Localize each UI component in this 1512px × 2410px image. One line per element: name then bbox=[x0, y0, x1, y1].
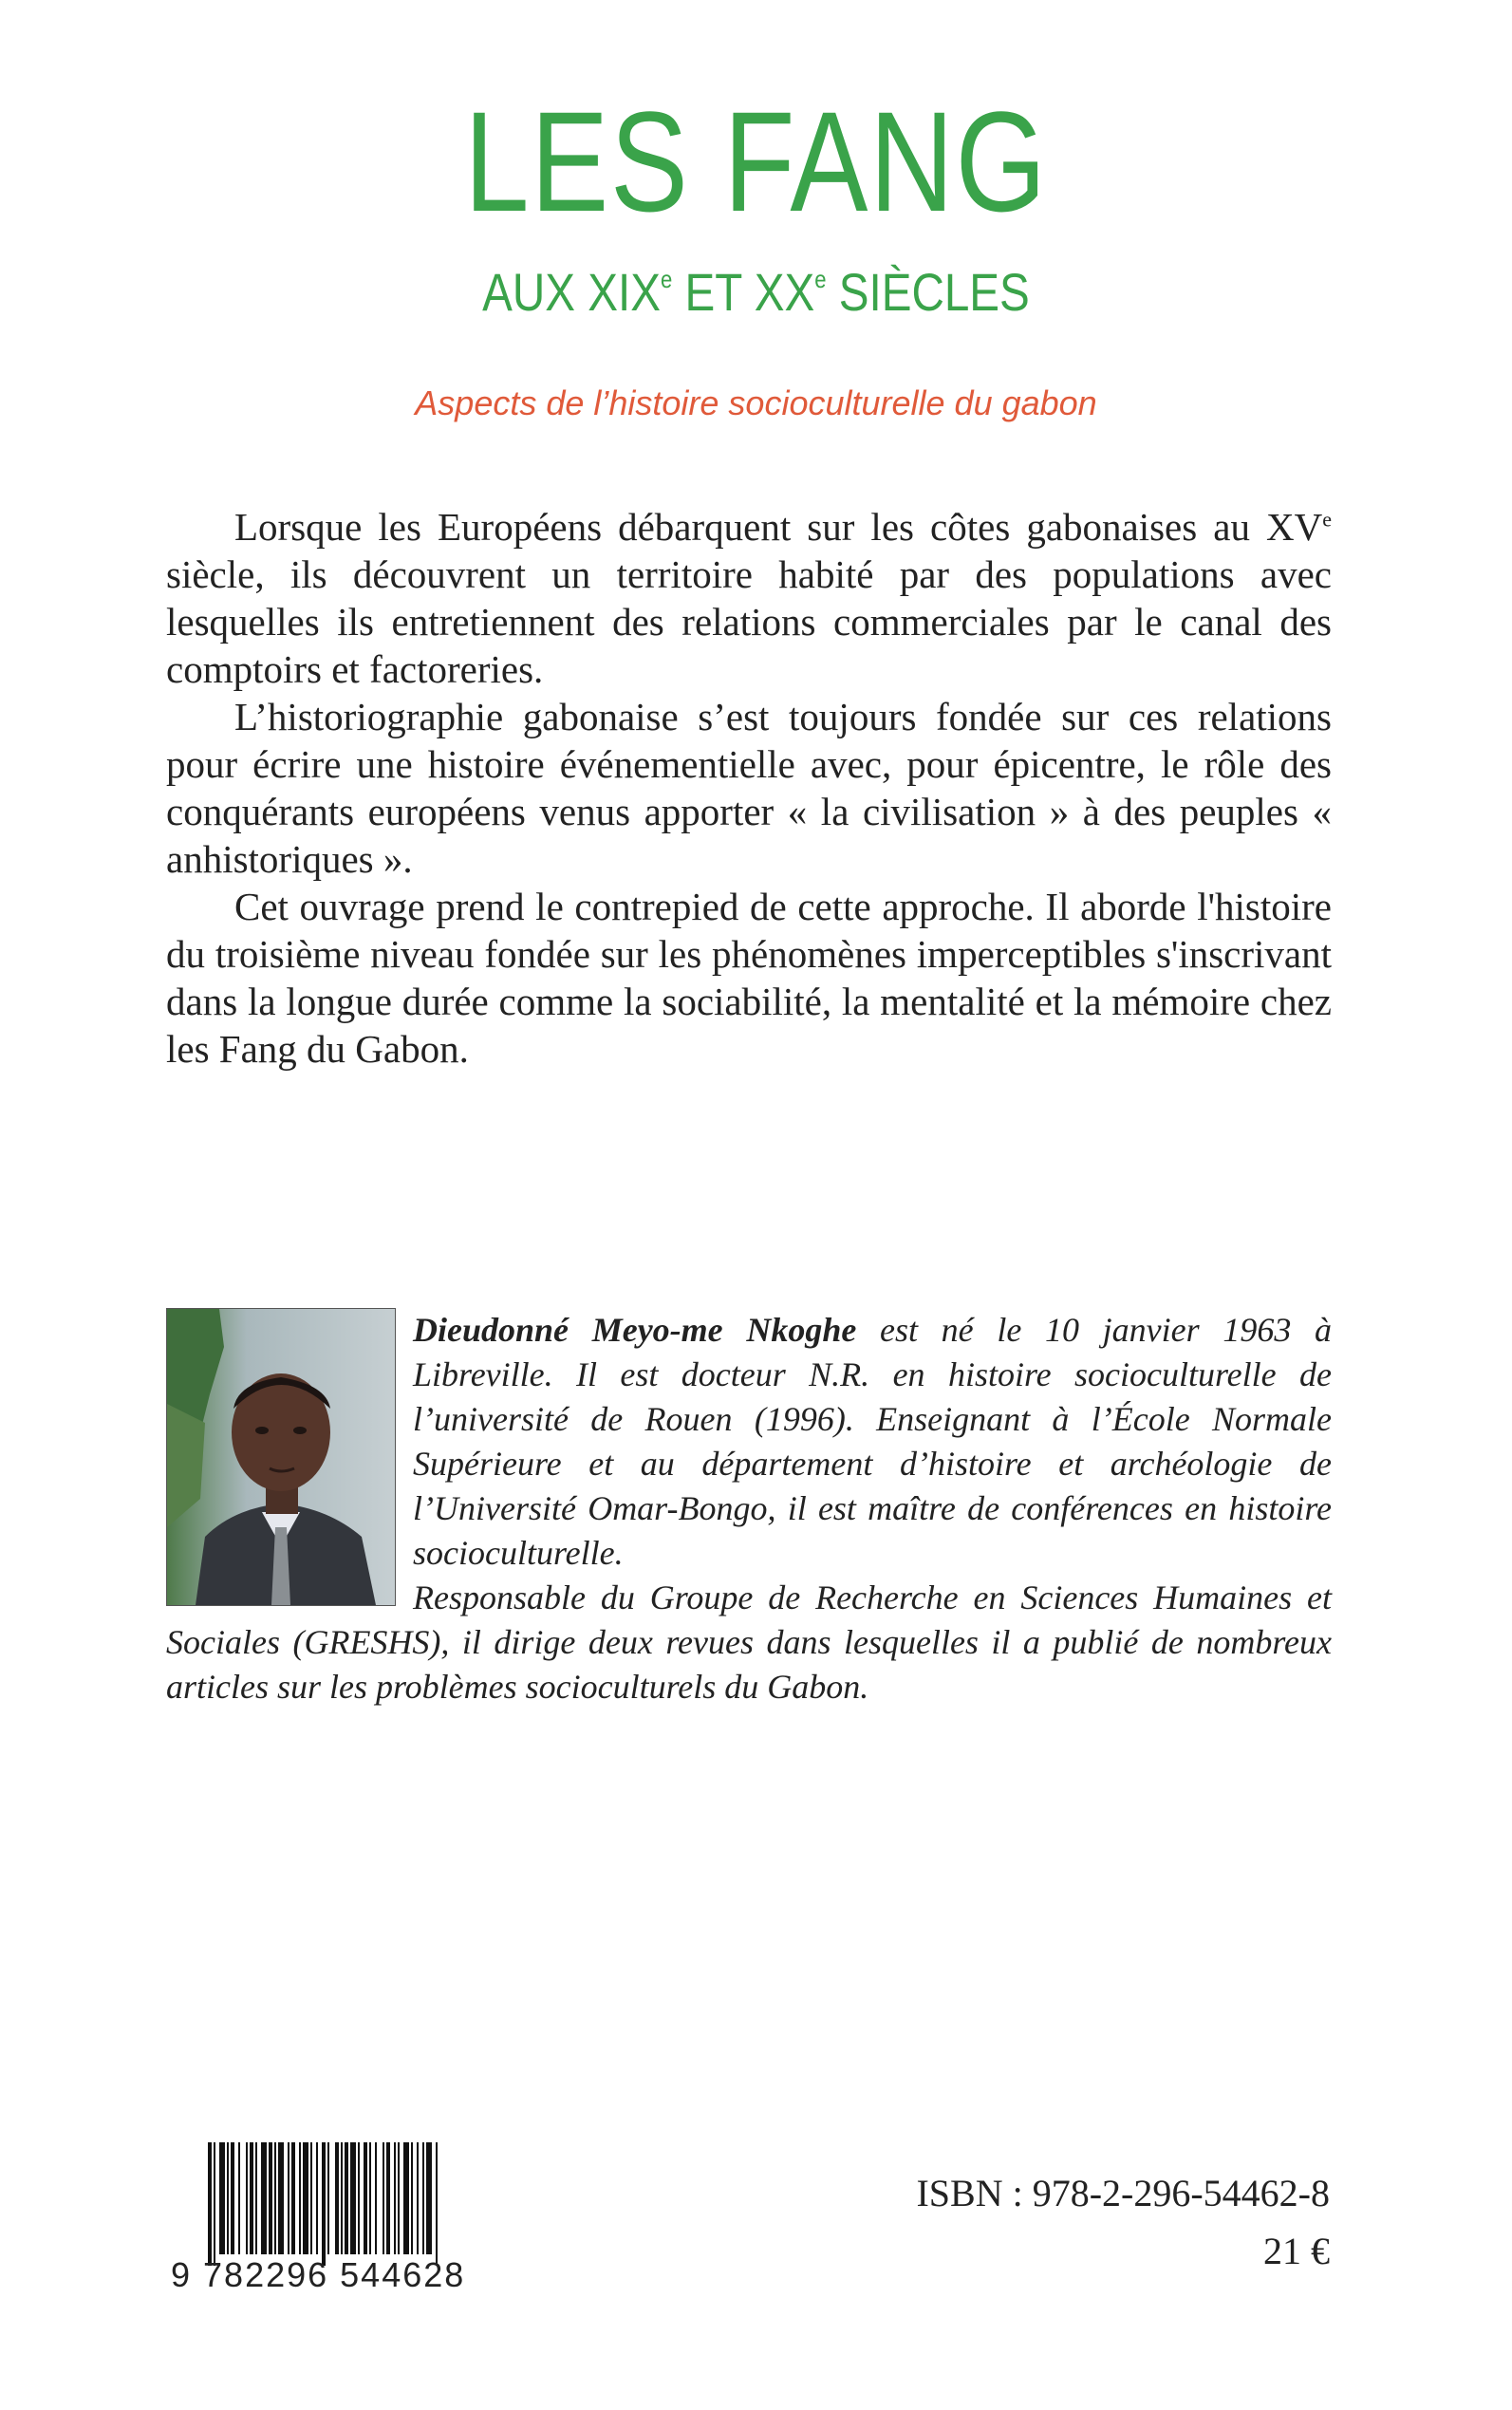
price: 21 € bbox=[1263, 2230, 1330, 2272]
author-biography bbox=[166, 1308, 1332, 1709]
barcode-bar bbox=[214, 2142, 215, 2266]
subtitle-superscript-2: e bbox=[814, 265, 827, 294]
barcode-bar bbox=[299, 2142, 301, 2254]
barcode-bar bbox=[350, 2142, 356, 2254]
barcode-bar bbox=[426, 2142, 432, 2254]
barcode-bar bbox=[231, 2142, 234, 2254]
barcode-bar bbox=[345, 2142, 348, 2254]
author-name: Dieudonné Meyo-me Nkoghe bbox=[413, 1311, 857, 1349]
barcode-bar bbox=[383, 2142, 384, 2254]
barcode-bar bbox=[208, 2142, 212, 2266]
book-title: LES FANG bbox=[464, 82, 1048, 241]
summary-text bbox=[166, 503, 1332, 1073]
barcode-digits: 9 782296 544628 bbox=[171, 2255, 466, 2294]
barcode-bar bbox=[322, 2142, 326, 2266]
barcode-bar bbox=[364, 2142, 367, 2254]
barcode-bar bbox=[394, 2142, 396, 2254]
barcode-bar bbox=[327, 2142, 329, 2254]
barcode-bar bbox=[335, 2142, 339, 2254]
summary-paragraph-2: L’historiographie gabonaise s’est toujours fondée sur ces relations pour écrire une histoire événementielle avec, pour épicentre, le rôle des conquérants européens venus apporter « la civilisation » à des peuples « anhistoriques ». bbox=[166, 695, 1332, 881]
summary-p1-start: Lorsque les Européens débarquent sur les côtes gabonaises au XV bbox=[234, 505, 1323, 549]
barcode-bar bbox=[411, 2142, 413, 2254]
barcode-bar bbox=[358, 2142, 360, 2254]
barcode-bar bbox=[341, 2142, 343, 2254]
summary-p1-superscript: e bbox=[1322, 507, 1332, 532]
subtitle-part-siecles: SIÈCLES bbox=[826, 262, 1030, 322]
barcode-bar bbox=[238, 2142, 240, 2254]
isbn-number: ISBN : 978-2-296-54462-8 bbox=[916, 2172, 1330, 2214]
barcode-bar bbox=[403, 2142, 409, 2254]
barcode-bar bbox=[274, 2142, 276, 2254]
barcode-bar bbox=[386, 2142, 390, 2254]
isbn-barcode bbox=[206, 2142, 524, 2266]
barcode-bar bbox=[417, 2142, 419, 2254]
barcode-bar bbox=[303, 2142, 308, 2254]
barcode-bar bbox=[227, 2142, 229, 2254]
barcode-bar bbox=[288, 2142, 289, 2254]
barcode-bar bbox=[369, 2142, 371, 2254]
barcode-bar bbox=[398, 2142, 400, 2254]
barcode-bar bbox=[310, 2142, 312, 2254]
summary-paragraph-1 bbox=[166, 503, 1332, 693]
barcode-bar bbox=[246, 2142, 248, 2254]
book-subtitle bbox=[113, 264, 1398, 321]
barcode-bar bbox=[436, 2142, 438, 2266]
subtitle-superscript-1: e bbox=[661, 265, 673, 294]
photo-spacer bbox=[166, 1308, 413, 1612]
barcode-bar bbox=[250, 2142, 253, 2254]
barcode-bar bbox=[269, 2142, 272, 2254]
barcode-bar bbox=[278, 2142, 284, 2254]
barcode-bar bbox=[261, 2142, 267, 2254]
barcode-bar bbox=[219, 2142, 225, 2254]
barcode-bar bbox=[316, 2142, 318, 2254]
barcode-bar bbox=[255, 2142, 257, 2254]
author-bio-paragraph-2: Responsable du Groupe de Recherche en Sciences Humaines et Sociales (GRESHS), il dirige deux revues dans lesquelles il a publié de nombreux articles sur les problèmes socioculturels du Gabon. bbox=[166, 1579, 1332, 1706]
barcode-bar bbox=[422, 2142, 424, 2254]
barcode-bar bbox=[291, 2142, 295, 2254]
subtitle-part-aux: AUX XIX bbox=[482, 262, 662, 322]
book-tagline: Aspects de l’histoire socioculturelle du gabon bbox=[415, 383, 1097, 422]
summary-p1-end: siècle, ils découvrent un territoire habité par des populations avec lesquelles ils entretiennent des relations commerciales par le canal des comptoirs et factoreries. bbox=[166, 552, 1332, 691]
subtitle-part-et: ET XX bbox=[672, 262, 815, 322]
author-bio-text-1: est né le 10 janvier 1963 à Libreville. Il est docteur N.R. en histoire socioculturelle de l’université de Rouen (1996). Enseignant à l’École Normale Supérieure et au département d’histoire et archéologie de l’Université Omar-Bongo, il est maître de conférences en histoire socioculturelle. bbox=[413, 1311, 1332, 1572]
barcode-bar bbox=[375, 2142, 377, 2254]
summary-paragraph-3: Cet ouvrage prend le contrepied de cette approche. Il aborde l'histoire du troisième niveau fondée sur les phénomènes imperceptibles s'inscrivant dans la longue durée comme la sociabilité, la mentalité et la mémoire chez les Fang du Gabon. bbox=[166, 885, 1332, 1071]
